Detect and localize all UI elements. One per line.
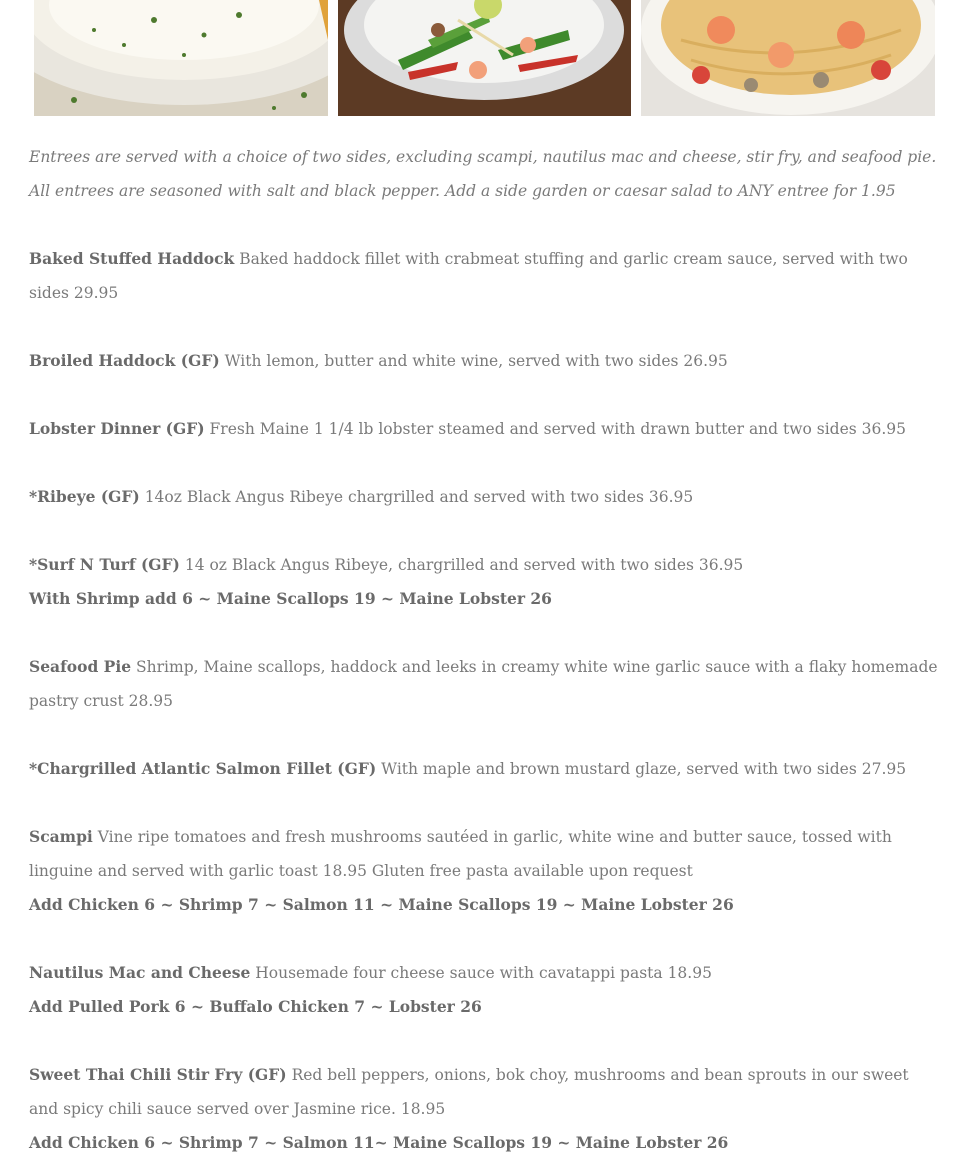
item-description: With lemon, butter and white wine, served with two sides 26.95 — [224, 352, 728, 370]
item-addons: Add Pulled Pork 6 ~ Buffalo Chicken 7 ~ Lobster 26 — [29, 997, 482, 1016]
item-name: Sweet Thai Chili Stir Fry (GF) — [29, 1065, 287, 1084]
scampi-photo — [641, 0, 935, 116]
item-name: *Chargrilled Atlantic Salmon Fillet (GF) — [29, 759, 377, 778]
menu-item — [29, 548, 939, 616]
menu-item — [29, 344, 939, 378]
item-description: Red bell peppers, onions, bok choy, mushrooms and bean sprouts in our sweet and spicy chili sauce served over Jasmine rice. 18.95 — [29, 1066, 909, 1118]
item-description: 14 oz Black Angus Ribeye, chargrilled and served with two sides 36.95 — [184, 556, 744, 574]
item-addons: Add Chicken 6 ~ Shrimp 7 ~ Salmon 11 ~ Maine Scallops 19 ~ Maine Lobster 26 — [29, 895, 734, 914]
item-addons: Add Chicken 6 ~ Shrimp 7 ~ Salmon 11~ Maine Scallops 19 ~ Maine Lobster 26 — [29, 1133, 729, 1152]
menu-item — [29, 956, 939, 1024]
item-name: Scampi — [29, 827, 93, 846]
item-description: 14oz Black Angus Ribeye chargrilled and served with two sides 36.95 — [144, 488, 694, 506]
menu-item — [29, 242, 939, 310]
haddock-photo — [34, 0, 328, 116]
item-name: Seafood Pie — [29, 657, 132, 676]
menu-item — [29, 1058, 939, 1160]
item-description: With maple and brown mustard glaze, served with two sides 27.95 — [381, 760, 907, 778]
menu-item — [29, 412, 939, 446]
stir-fry-photo — [338, 0, 631, 116]
item-description: Baked haddock fillet with crabmeat stuffing and garlic cream sauce, served with two sides 29.95 — [29, 250, 908, 302]
menu-item — [29, 480, 939, 514]
item-description: Housemade four cheese sauce with cavatappi pasta 18.95 — [255, 964, 712, 982]
menu-item — [29, 650, 939, 718]
item-name: Lobster Dinner (GF) — [29, 419, 205, 438]
item-name: Broiled Haddock (GF) — [29, 351, 220, 370]
item-name: *Ribeye (GF) — [29, 487, 140, 506]
menu-item — [29, 752, 939, 786]
item-description: Fresh Maine 1 1/4 lb lobster steamed and served with drawn butter and two sides 36.95 — [209, 420, 907, 438]
item-addons: With Shrimp add 6 ~ Maine Scallops 19 ~ Maine Lobster 26 — [29, 589, 552, 608]
item-description: Vine ripe tomatoes and fresh mushrooms sautéed in garlic, white wine and butter sauce, tossed with linguine and served with garlic toast 18.95 Gluten free pasta available upon request — [29, 828, 892, 880]
photo-strip — [34, 0, 935, 116]
item-name: Baked Stuffed Haddock — [29, 249, 235, 268]
item-description: Shrimp, Maine scallops, haddock and leeks in creamy white wine garlic sauce with a flaky homemade pastry crust 28.95 — [29, 658, 938, 710]
item-name: *Surf N Turf (GF) — [29, 555, 180, 574]
menu-item — [29, 820, 939, 922]
item-name: Nautilus Mac and Cheese — [29, 963, 251, 982]
entree-intro: Entrees are served with a choice of two sides, excluding scampi, nautilus mac and cheese, stir fry, and seafood pie. All entrees are seasoned with salt and black pepper. Add a side garden or caesar salad to ANY entree for 1.95 — [29, 148, 937, 200]
entree-menu — [29, 140, 939, 1160]
